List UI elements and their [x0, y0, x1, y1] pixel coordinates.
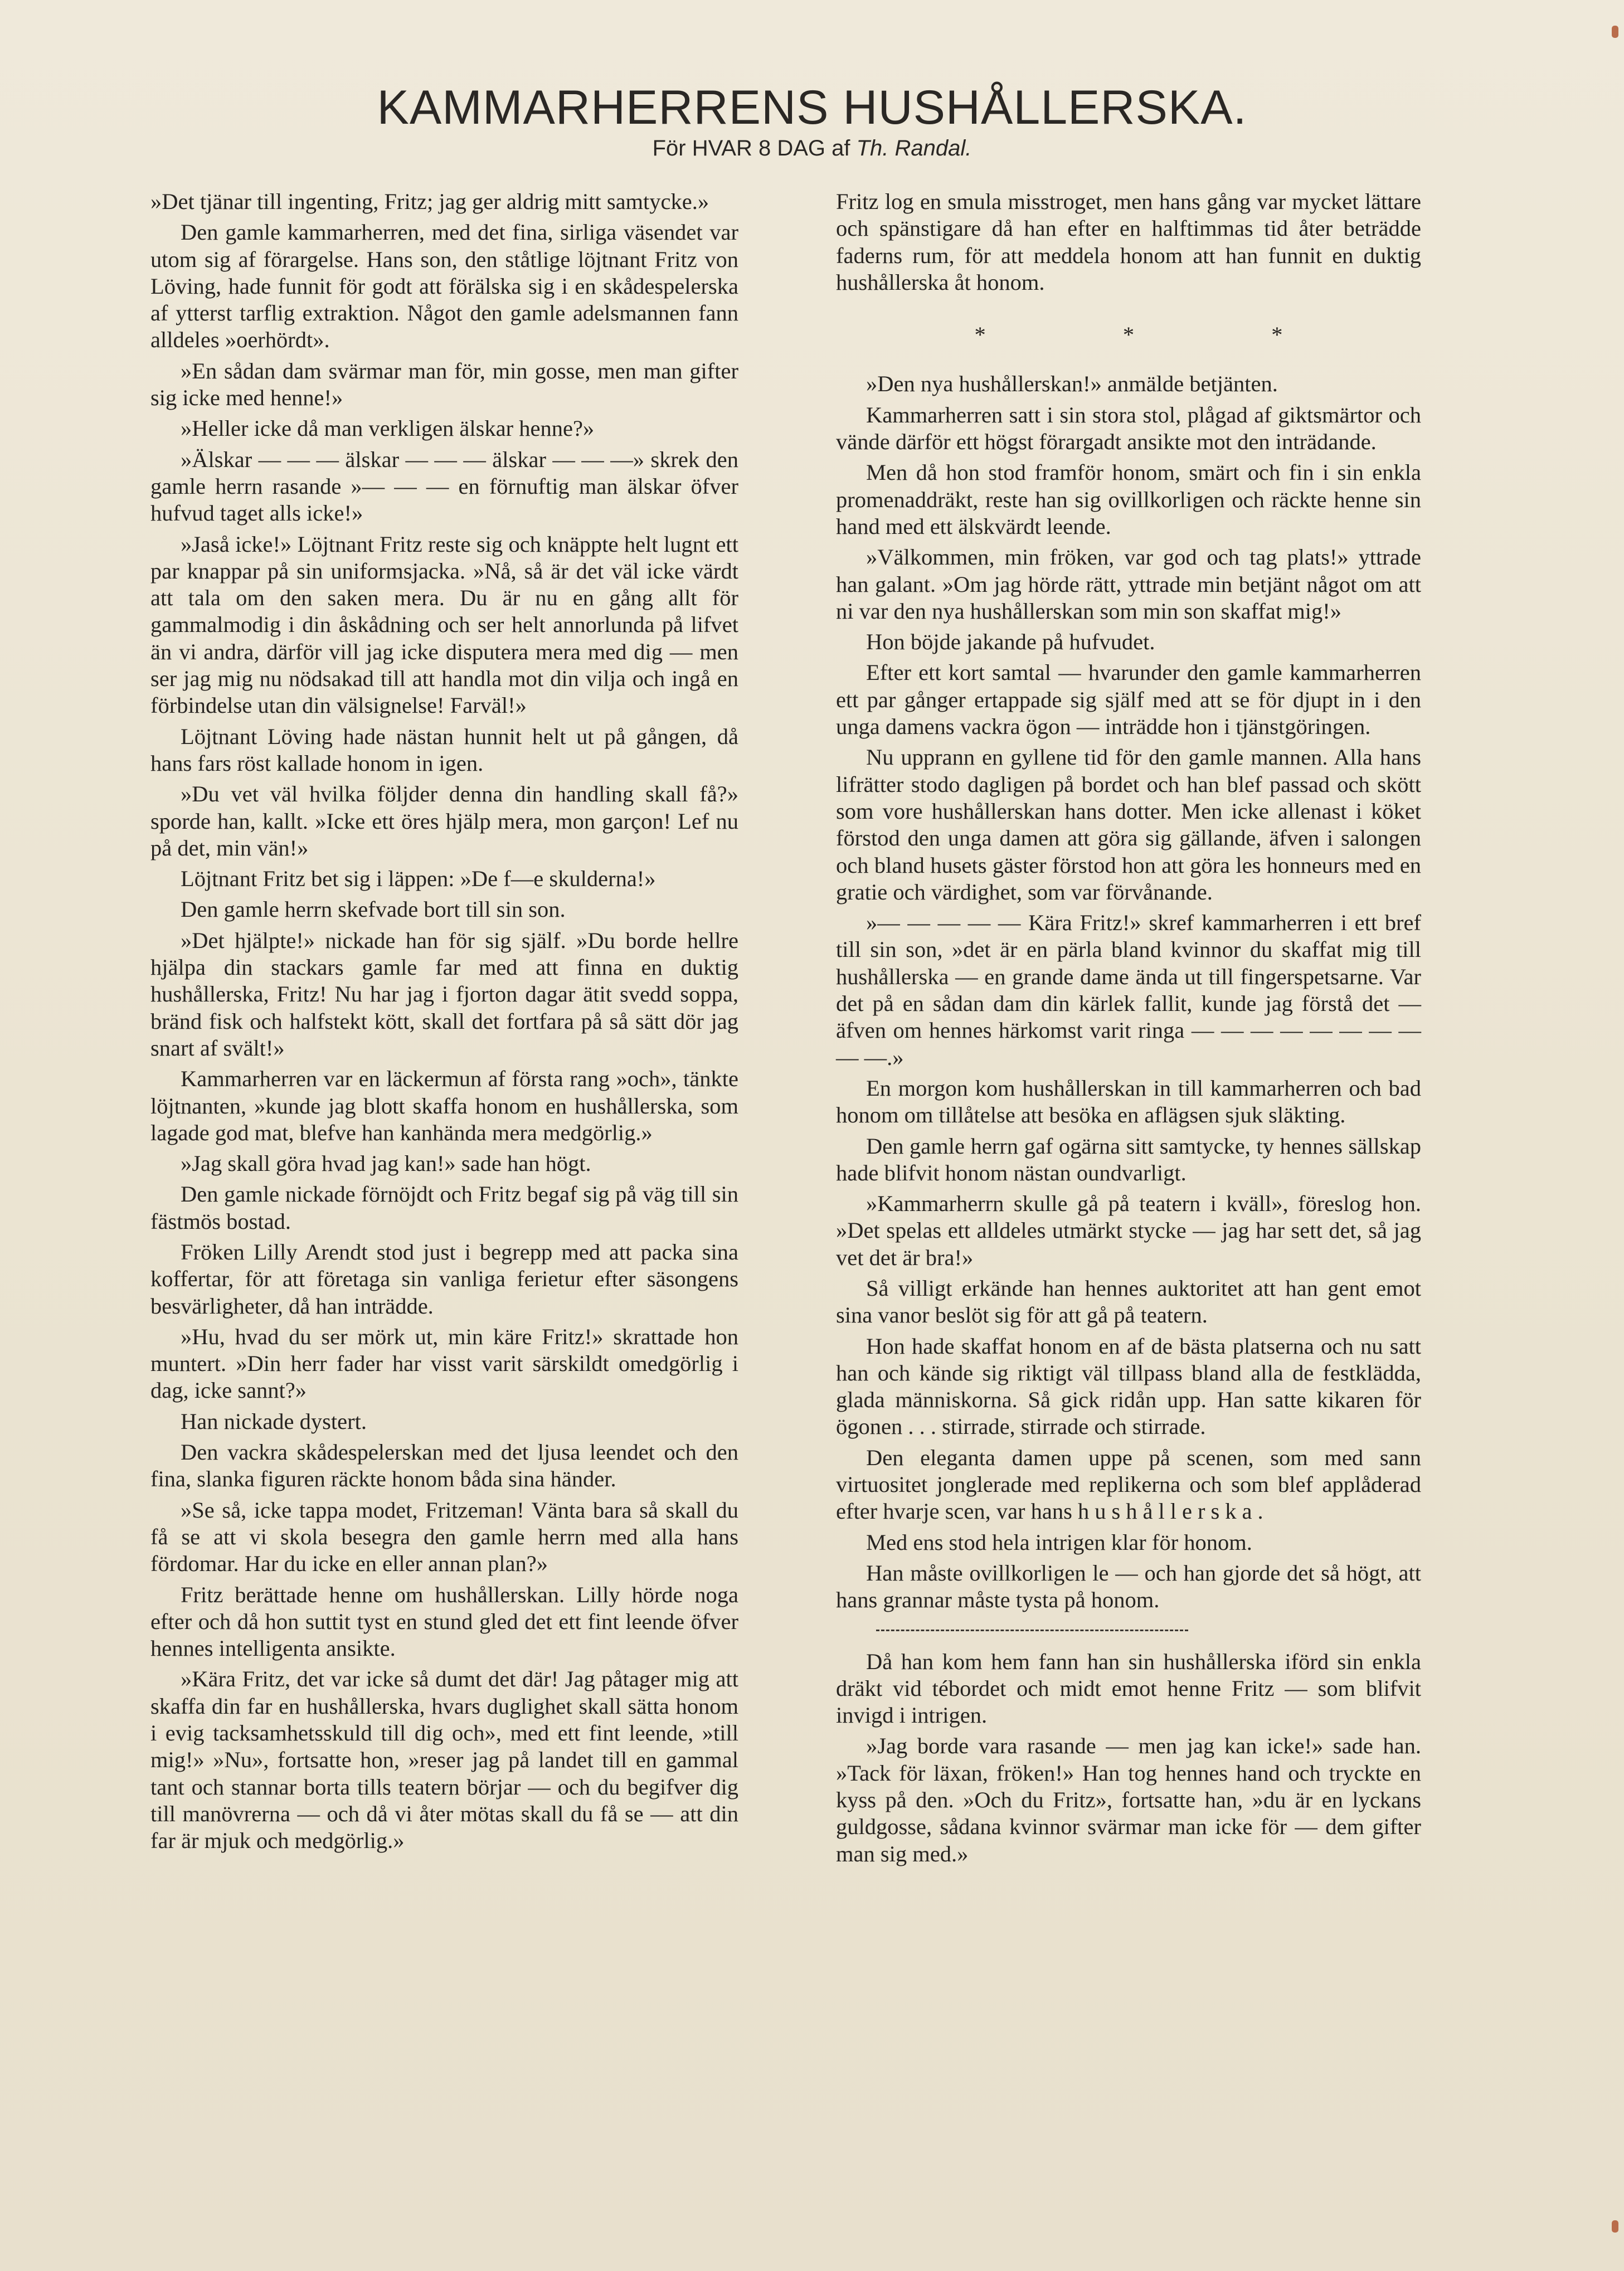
paragraph: Löjtnant Fritz bet sig i läppen: »De f—e skulderna!» — [181, 866, 656, 892]
paragraph-text: Den eleganta damen uppe på scenen, som med sann virtuositet jonglerade med replikerna och som blef applåderad efter hvarje scen, var hans — [836, 1445, 1421, 1524]
paragraph: Den gamle nickade förnöjdt och Fritz begaf sig på väg till sin fästmös bostad. — [150, 1181, 738, 1234]
paragraph: Men då hon stod framför honom, smärt och fin i sin enkla promenaddräkt, reste han sig ovillkorligen och räckte henne sin hand med ett älskvärdt leende. — [836, 460, 1421, 539]
paragraph: Fritz log en smula misstroget, men hans gång var mycket lättare och spänstigare då han efter en halftimmas tid åter beträdde faderns rum, för att meddela honom att han funnit en duktig hushållerska åt honom. — [836, 189, 1421, 295]
byline-author: Th. Randal. — [856, 136, 972, 161]
rust-stain — [1612, 2220, 1618, 2233]
paragraph: »Jag skall göra hvad jag kan!» sade han högt. — [181, 1151, 591, 1176]
paragraph: »Hu, hvad du ser mörk ut, min käre Fritz!» skrattade hon muntert. »Din herr fader har visst varit särskildt omedgörlig i dag, icke sannt?» — [150, 1324, 738, 1403]
paragraph: Så villigt erkände han hennes auktoritet att han gent emot sina vanor beslöt sig för att gå på teatern. — [836, 1275, 1421, 1328]
paragraph: Den vackra skådespelerskan med det ljusa leendet och den fina, slanka figuren räckte honom båda sina händer. — [150, 1440, 738, 1492]
dashed-divider — [836, 1630, 1421, 1642]
paragraph: »— — — — — Kära Fritz!» skref kammarherren i ett bref till sin son, »det är en pärla bland kvinnor du skaffat mig till hushållerska — en grande dame ända ut till fingerspetsarne. Var det på en sådan dam din kärlek fallit, kunde jag förstå det — äfven om hennes härkomst varit ringa — — — — — — — — — —.» — [836, 910, 1421, 1070]
left-column — [150, 188, 738, 1859]
paragraph: Nu upprann en gyllene tid för den gamle mannen. Alla hans lifrätter stodo dagligen på bordet och han blef passad och skött som vore hushållerskan hans dotter. Men icke allenast i köket förstod den unga damen att göra sig gällande, äfven i salongen och bland husets gäster förstod hon att göra les honneurs med en gratie och värdighet, som var förvånande. — [836, 745, 1421, 904]
spaced-word: hushållerska. — [1078, 1499, 1269, 1524]
paragraph: Kammarherren satt i sin stora stol, plågad af giktsmärtor och vände därför ett högst förargadt ansikte mot den inträdande. — [836, 402, 1421, 455]
paragraph: »Det hjälpte!» nickade han för sig själf. »Du borde hellre hjälpa din stackars gamle far med att finna en duktig hushållerska, Fritz! Nu har jag i fjorton dagar ätit svedd soppa, bränd fisk och halfstekt kött, skall det fortfara på så sätt dör jag snart af svält!» — [150, 927, 738, 1061]
paragraph: »Kammarherrn skulle gå på teatern i kväll», föreslog hon. »Det spelas ett alldeles utmärkt stycke — jag har sett det, så jag vet det är bra!» — [836, 1191, 1421, 1270]
paragraph: »Den nya hushållerskan!» anmälde betjänten. — [866, 371, 1278, 397]
paragraph: Hon hade skaffat honom en af de bästa platserna och nu satt han och kände sig riktigt väl tillpass bland alla de festklädda, glada människorna. Så gick ridån upp. Han satte kikaren för ögonen . . . stirrade, stirrade och stirrade. — [836, 1333, 1421, 1440]
paragraph: »Du vet väl hvilka följder denna din handling skall få?» sporde han, kallt. »Icke ett öres hjälp mera, mon garçon! Lef nu på det, min vän!» — [150, 781, 738, 860]
paragraph: »Heller icke då man verkligen älskar henne?» — [181, 416, 595, 441]
byline-prefix: För HVAR 8 DAG af — [652, 136, 850, 161]
rust-stain — [1612, 26, 1618, 38]
paragraph: Löjtnant Löving hade nästan hunnit helt ut på gången, då hans fars röst kallade honom in igen. — [150, 723, 738, 776]
paragraph: »Kära Fritz, det var icke så dumt det där! Jag påtager mig att skaffa din far en hushållerska, hvars duglighet skall sätta honom i evig tacksamhetsskuld till dig och», med ett fint leende, »till mig!» »Nu», fortsatte hon, »reser jag på landet till en gammal tant och stannar borta tills teatern börjar — och du begifver dig till manövrerna — och då vi åter mötas skall du få se — att din far är mjuk och medgörlig.» — [150, 1666, 738, 1854]
paragraph: Hon böjde jakande på hufvudet. — [866, 629, 1155, 655]
paragraph: Efter ett kort samtal — hvarunder den gamle kammarherren ett par gånger ertappade sig själf med att se för djupt in i den unga damens vackra ögon — inträdde hon i tjänstgöringen. — [836, 660, 1421, 740]
paragraph: »Älskar — — — älskar — — — älskar — — —» skrek den gamle herrn rasande »— — — en förnuftig man älskar öfver hufvud taget alls icke!» — [150, 446, 738, 526]
paragraph: Fritz berättade henne om hushållerskan. Lilly hörde noga efter och då hon suttit tyst en stund gled det ett fint leende öfver hennes intelligenta ansikte. — [150, 1582, 738, 1661]
paragraph: »Se så, icke tappa modet, Fritzeman! Vänta bara så skall du få se att vi skola besegra den gamle herrn med alla hans fördomar. Har du icke en eller annan plan?» — [150, 1497, 738, 1577]
right-column — [836, 188, 1421, 1871]
article-title: KAMMARHERRENS HUSHÅLLERSKA. — [377, 81, 1247, 134]
paragraph: Då han kom hem fann han sin hushållerska iförd sin enkla dräkt vid tébordet och midt emot henne Fritz — som blifvit invigd i intrigen. — [836, 1648, 1421, 1728]
paragraph: Fröken Lilly Arendt stod just i begrepp med att packa sina koffertar, för att företaga sin vanliga ferietur efter säsongens besvärligheter, då han inträdde. — [150, 1239, 738, 1319]
byline — [0, 137, 1624, 159]
section-break: * * * — [974, 322, 1349, 348]
paragraph: Den gamle kammarherren, med det fina, sirliga väsendet var utom sig af förargelse. Hans son, den ståtlige löjtnant Fritz von Löving, hade funnit för godt att förälska sig i en skådespelerska af ytterst tarflig extraktion. Något den gamle adelsmannen fann alldeles »oerhördt». — [150, 220, 738, 353]
paragraph: »Jaså icke!» Löjtnant Fritz reste sig och knäppte helt lugnt ett par knappar på sin uniformsjacka. »Nå, så är det väl icke värdt att tala om den saken mera. Du är nu en gång allt för gammalmodig i din åskådning och ser helt annorlunda på lifvet än vi andra, därför vill jag icke disputera mera med dig — men ser jag mig nu nödsakad till att handla mot din vilja och ingå en förbindelse utan din välsignelse! Farväl!» — [150, 531, 738, 718]
paragraph: »Jag borde vara rasande — men jag kan icke!» sade han. »Tack för läxan, fröken!» Han tog hennes hand och tryckte en kyss på den. »Och du Fritz», fortsatte han, »du är en lyckans guldgosse, sådana kvinnor svärmar man icke för — dem gifter man sig med.» — [836, 1733, 1421, 1866]
paragraph: »Det tjänar till ingenting, Fritz; jag ger aldrig mitt samtycke.» — [150, 189, 709, 214]
paragraph: Han nickade dystert. — [181, 1408, 367, 1434]
paragraph: »En sådan dam svärmar man för, min gosse, men man gifter sig icke med henne!» — [150, 358, 738, 411]
paragraph: Han måste ovillkorligen le — och han gjorde det så högt, att hans grannar måste tysta på honom. — [836, 1560, 1421, 1613]
paragraph: Den gamle herrn skefvade bort till sin son. — [181, 897, 566, 922]
paragraph: Den gamle herrn gaf ogärna sitt samtycke, ty hennes sällskap hade blifvit honom nästan oundvarligt. — [836, 1133, 1421, 1185]
paragraph — [836, 1445, 1421, 1525]
paragraph: Kammarherren var en läckermun af första rang »och», tänkte löjtnanten, »kunde jag blott skaffa honom en hushållerska, som lagade god mat, blefve han kanhända mera medgörlig.» — [150, 1066, 738, 1145]
paragraph: »Välkommen, min fröken, var god och tag plats!» yttrade han galant. »Om jag hörde rätt, yttrade min betjänt något om att ni var den nya hushållerskan som min son skaffat mig!» — [836, 544, 1421, 624]
paragraph: En morgon kom hushållerskan in till kammarherren och bad honom om tillåtelse att besöka en aflägsen sjuk släkting. — [836, 1075, 1421, 1128]
paragraph: Med ens stod hela intrigen klar för honom. — [866, 1529, 1252, 1555]
